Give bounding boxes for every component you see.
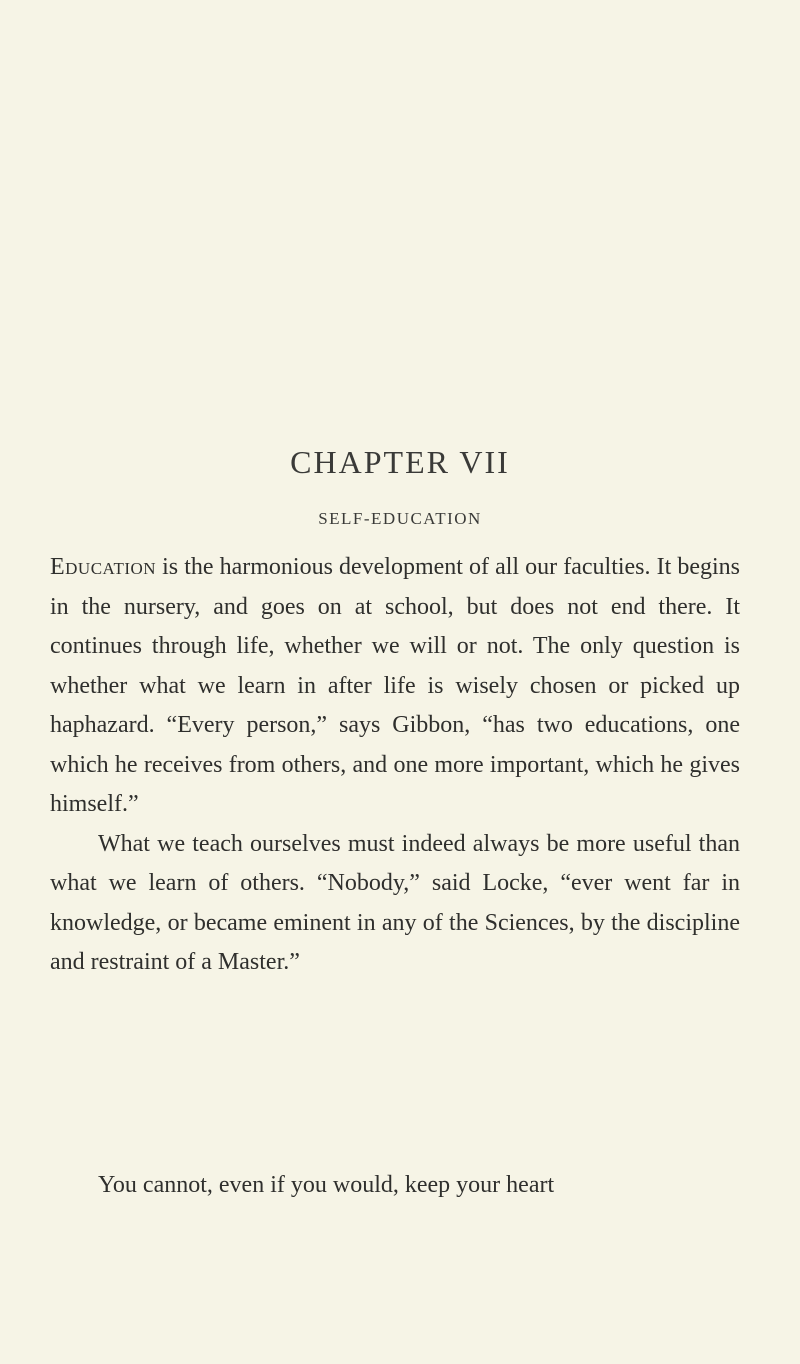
body-text xyxy=(50,548,740,983)
paragraph-lead-word: Education xyxy=(50,554,157,580)
chapter-title: CHAPTER VII xyxy=(290,444,510,480)
paragraph-3: You cannot, even if you would, keep your heart xyxy=(98,1172,555,1198)
paragraph-2: What we teach ourselves must indeed always be more useful than what we learn of others. “Nobody,” said Locke, “ever went far in knowledge, or became eminent in any of the Sciences, by the discipline and restraint of a Master.” xyxy=(50,830,740,975)
chapter-subtitle: SELF-EDUCATION xyxy=(318,509,482,528)
paragraph-1 xyxy=(50,548,740,825)
paragraph-1-text: is the harmonious development of all our faculties. It begins in the nursery, and goes on at school, but does not end there. It continues through life, whether we will or not. The only question is whether what we learn in after life is wisely chosen or picked up haphazard. “Every person,” says Gibbon, “has two educations, one which he receives from others, and one more important, which he gives himself.” xyxy=(50,554,740,817)
